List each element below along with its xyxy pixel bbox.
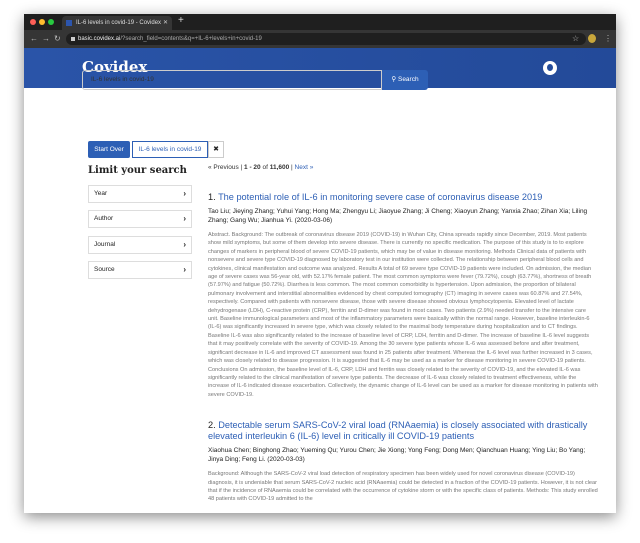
pagination: « Previous | 1 - 20 of 11,600 | Next » [208,164,314,171]
facet-label: Year [94,190,108,197]
back-icon[interactable]: ← [30,34,38,43]
bookmark-star-icon[interactable]: ☆ [572,34,580,43]
result-authors: Xiaohua Chen; Binghong Zhao; Yueming Qu; Yurou Chen; Jie Xiong; Yong Feng; Dong Men; Qianchuan Huang; Ying Liu; Bo Yang; Jinya Ding; Feng Li. (2020-03-03) [208,447,586,464]
new-tab-icon[interactable]: + [178,15,184,26]
reload-icon[interactable]: ↻ [54,34,61,43]
remove-constraint-icon[interactable]: ✖ [208,141,224,158]
search-input[interactable]: IL-6 levels in covid-19 [82,70,382,90]
previous-link: « Previous [208,164,239,171]
search-icon: ⚲ [391,76,398,83]
minimize-window-icon[interactable] [39,19,45,25]
query-constraint-chip[interactable]: IL-6 levels in covid-19 [132,141,208,158]
result-title-link[interactable]: Detectable serum SARS-CoV-2 viral load (RNAaemia) is closely associated with drastically elevated interleukin 6 (IL-6) level in critically ill COVID-19 patients [208,420,588,442]
maximize-window-icon[interactable] [48,19,54,25]
result-abstract: Abstract. Background: The outbreak of coronavirus disease 2019 (COVID-19) in Wuhan City, China spreads rapidly since December, 2019. Most patients show mild symptoms, but some of them develop into severe disease. There is currently no specific medication. The purpose of this study is to to explore changes of markers in peripheral blood of severe COVID-19 patients, which may be of value in disease monitoring. Methods Clinical data of patients with nonsevere and severe type COVID-19 diagnosed by laboratory test in our institution were collected. The relationship between peripheral blood cells and cytokines, clinical manifestation and outcome was analyzed. Results A total of 69 severe type COVID-19 patients were included. On admission, the median age of severe cases was 56-year old, with 52.17% female patient. The most common symptoms were fever (79.72%), cough (63.77%), shortness of breath (57.97%) and fatigue (50.72%). Diarrhea is less common. The most common comorbidity is hypertension. Upon admission, the proportion of bilateral pulmonary involvement and interstitial abnormalities evidenced by chest computed tomography (CT) imaging in severe cases was 60.87% and 27.54%, respectively. Compared with patients with nonsevere disease, those with severe disease showed obvious lymphocytopenia. Elevated level of lactate dehydrogenase (LDH), C-reactive protein (CRP), ferritin and D-dimer was found in most cases. Two patients (2.9%) needed transfer to the intensive care unit. Baseline immunological parameters and most of the inflammatory parameters were basically within the normal range. However, baseline interleukin-6 (IL-6) was significantly increased in severe type, which was closely related to the maximal body temperature during hospitalization and to CT findings. Baseline IL-6 was also significantly related to the increase of baseline level of CRP, LDH, ferritin and D-dimer. The increase of baseline IL-6 level suggests that it may positively correlate with the severity of COVID-19. Among the 30 severe type patients whose IL-6 was assessed before and after treatment, significant decrease in IL-6 and improved CT assessment was found in 25 patients after treatment. Whereas the IL-6 level was further increased in 3 cases, which was closely related to disease progression. It is suggested that IL-6 may be used as a marker for disease monitoring in severe COVID-19 patients. Conclusions On admission, the baseline level of IL-6, CRP, LDH and ferritin was closely related to the severity of COVID-19, and the elevated IL-6 was significantly related to the clinical manifestation of severe type patients. The decrease of IL-6 was closely related to treatment effectiveness, while the increase of IL-6 indicated disease exacerbation. Collectively, the dynamic change of IL-6 level can be used as a marker for disease monitoring in patients with severe COVID-19. [208,232,598,398]
close-tab-icon[interactable]: ✕ [162,20,168,26]
chevron-right-icon: › [183,214,186,223]
page-range: 1 - 20 [244,164,261,171]
github-icon[interactable] [543,61,557,75]
facet-source[interactable] [88,261,192,279]
url-host: basic.covidex.ai [78,36,121,42]
facet-journal[interactable] [88,236,192,254]
chevron-right-icon: › [183,189,186,198]
result-number: 2. [208,420,216,431]
next-link[interactable]: Next » [294,164,314,171]
close-window-icon[interactable] [30,19,36,25]
browser-tab[interactable] [62,16,172,30]
result-title-link[interactable]: The potential role of IL-6 in monitoring severe case of coronavirus disease 2019 [218,192,543,202]
url-path: /?search_field=contents&q=+IL-6+levels+in+covid-19 [120,36,262,42]
start-over-button[interactable]: Start Over [88,141,130,158]
chevron-right-icon: › [183,265,186,274]
pager-of: of [262,164,268,171]
browser-window [24,14,616,513]
menu-icon[interactable]: ⋮ [604,34,612,43]
facet-author[interactable] [88,210,192,228]
result-number: 1. [208,192,216,202]
tab-title: IL-6 levels in covid-19 - Covidex [76,20,162,26]
facet-label: Journal [94,241,116,248]
profile-avatar[interactable] [588,34,596,43]
logo[interactable]: Covidex [82,58,148,76]
results-column [208,164,598,513]
lock-icon [71,37,75,41]
result-authors: Tao Liu; Jieying Zhang; Yuhui Yang; Hong Ma; Zhengyu Li; Jiaoyue Zhang; Ji Cheng; Xiaoyun Zhang; Yanxia Zhao; Zihan Xia; Liling Zhang; Gang Wu; Jianhua Yi. (2020-03-06) [208,208,588,224]
favicon-icon [66,20,72,26]
result-item [208,192,598,399]
tab-bar [24,14,616,30]
forward-icon[interactable]: → [42,34,50,43]
chevron-right-icon: › [183,240,186,249]
search-button-label: Search [397,76,419,83]
url-bar[interactable] [66,33,586,45]
search-button[interactable] [382,70,428,90]
result-abstract: Background: Although the SARS-CoV-2 viral load detection of respiratory specimen has been widely used for novel coronavirus disease (COVID-19) diagnosis, it is undeniable that serum SARS-CoV-2 nucleic acid (RNAaemia) could be detected in a fraction of the COVID-19 patients. However, it is not clear that if the incidence of RNAaemia could be correlated with the occurrence of cytokine storm or with the specific class of patients. Methods: This study enrolled 48 patients with COVID-19 admitted to the [208,471,598,503]
result-item [208,420,598,504]
total-count: 11,600 [269,164,290,171]
facet-year[interactable] [88,185,192,203]
facet-label: Author [94,215,114,222]
facet-label: Source [94,266,115,273]
address-bar-row [24,30,616,48]
sidebar-heading: Limit your search [88,165,187,176]
